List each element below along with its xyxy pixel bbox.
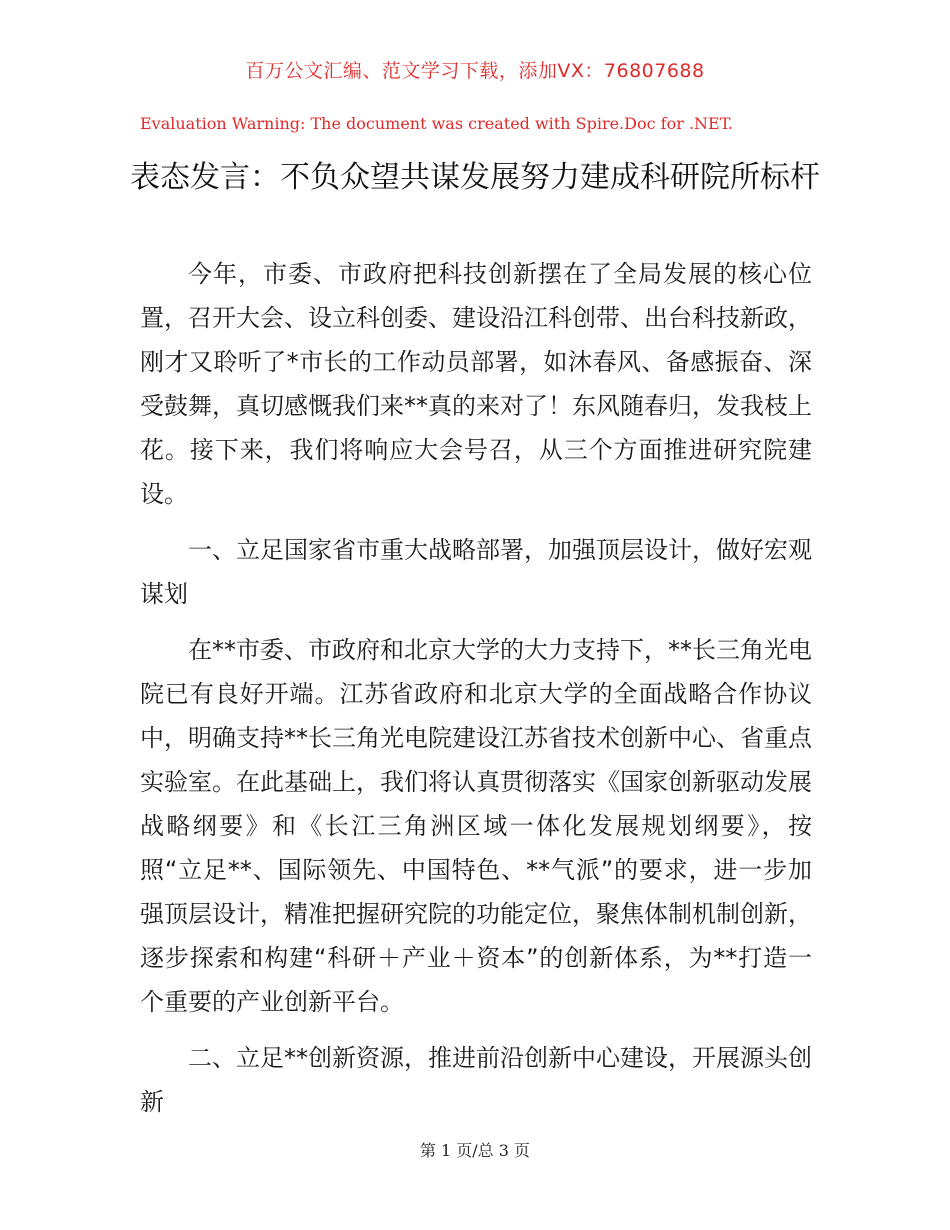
evaluation-warning: Evaluation Warning: The document was created with Spire.Doc for .NET. xyxy=(140,114,734,133)
page-number: 第 1 页/总 3 页 xyxy=(419,1141,531,1160)
paragraph-section-1: 在**市委、市政府和北京大学的大力支持下，**长三角光电院已有良好开端。江苏省政府和北京大学的全面战略合作协议中，明确支持**长三角光电院建设江苏省技术创新中心、省重点实验室。在此基础上，我们将认真贯彻落实《国家创新驱动发展战略纲要》和《长江三角洲区域一体化发展规划纲要》，按照“立足**、国际领先、中国特色、**气派”的要求，进一步加强顶层设计，精准把握研究院的功能定位，聚焦体制机制创新，逐步探索和构建“科研＋产业＋资本”的创新体系，为**打造一个重要的产业创新平台。 xyxy=(140,636,812,1016)
document-body xyxy=(140,252,812,1136)
section-heading-1: 一、立足国家省市重大战略部署，加强顶层设计，做好宏观谋划 xyxy=(140,536,812,608)
section-heading-2: 二、立足**创新资源，推进前沿创新中心建设，开展源头创新 xyxy=(140,1044,812,1116)
header-banner: 百万公文汇编、范文学习下载，添加VX：76807688 xyxy=(245,60,705,82)
paragraph-intro: 今年，市委、市政府把科技创新摆在了全局发展的核心位置，召开大会、设立科创委、建设沿江科创带、出台科技新政，刚才又聆听了*市长的工作动员部署，如沐春风、备感振奋、深受鼓舞，真切感慨我们来**真的来对了！东风随春归，发我枝上花。接下来，我们将响应大会号召，从三个方面推进研究院建设。 xyxy=(140,260,812,508)
document-title: 表态发言：不负众望共谋发展努力建成科研院所标杆 xyxy=(130,160,820,195)
